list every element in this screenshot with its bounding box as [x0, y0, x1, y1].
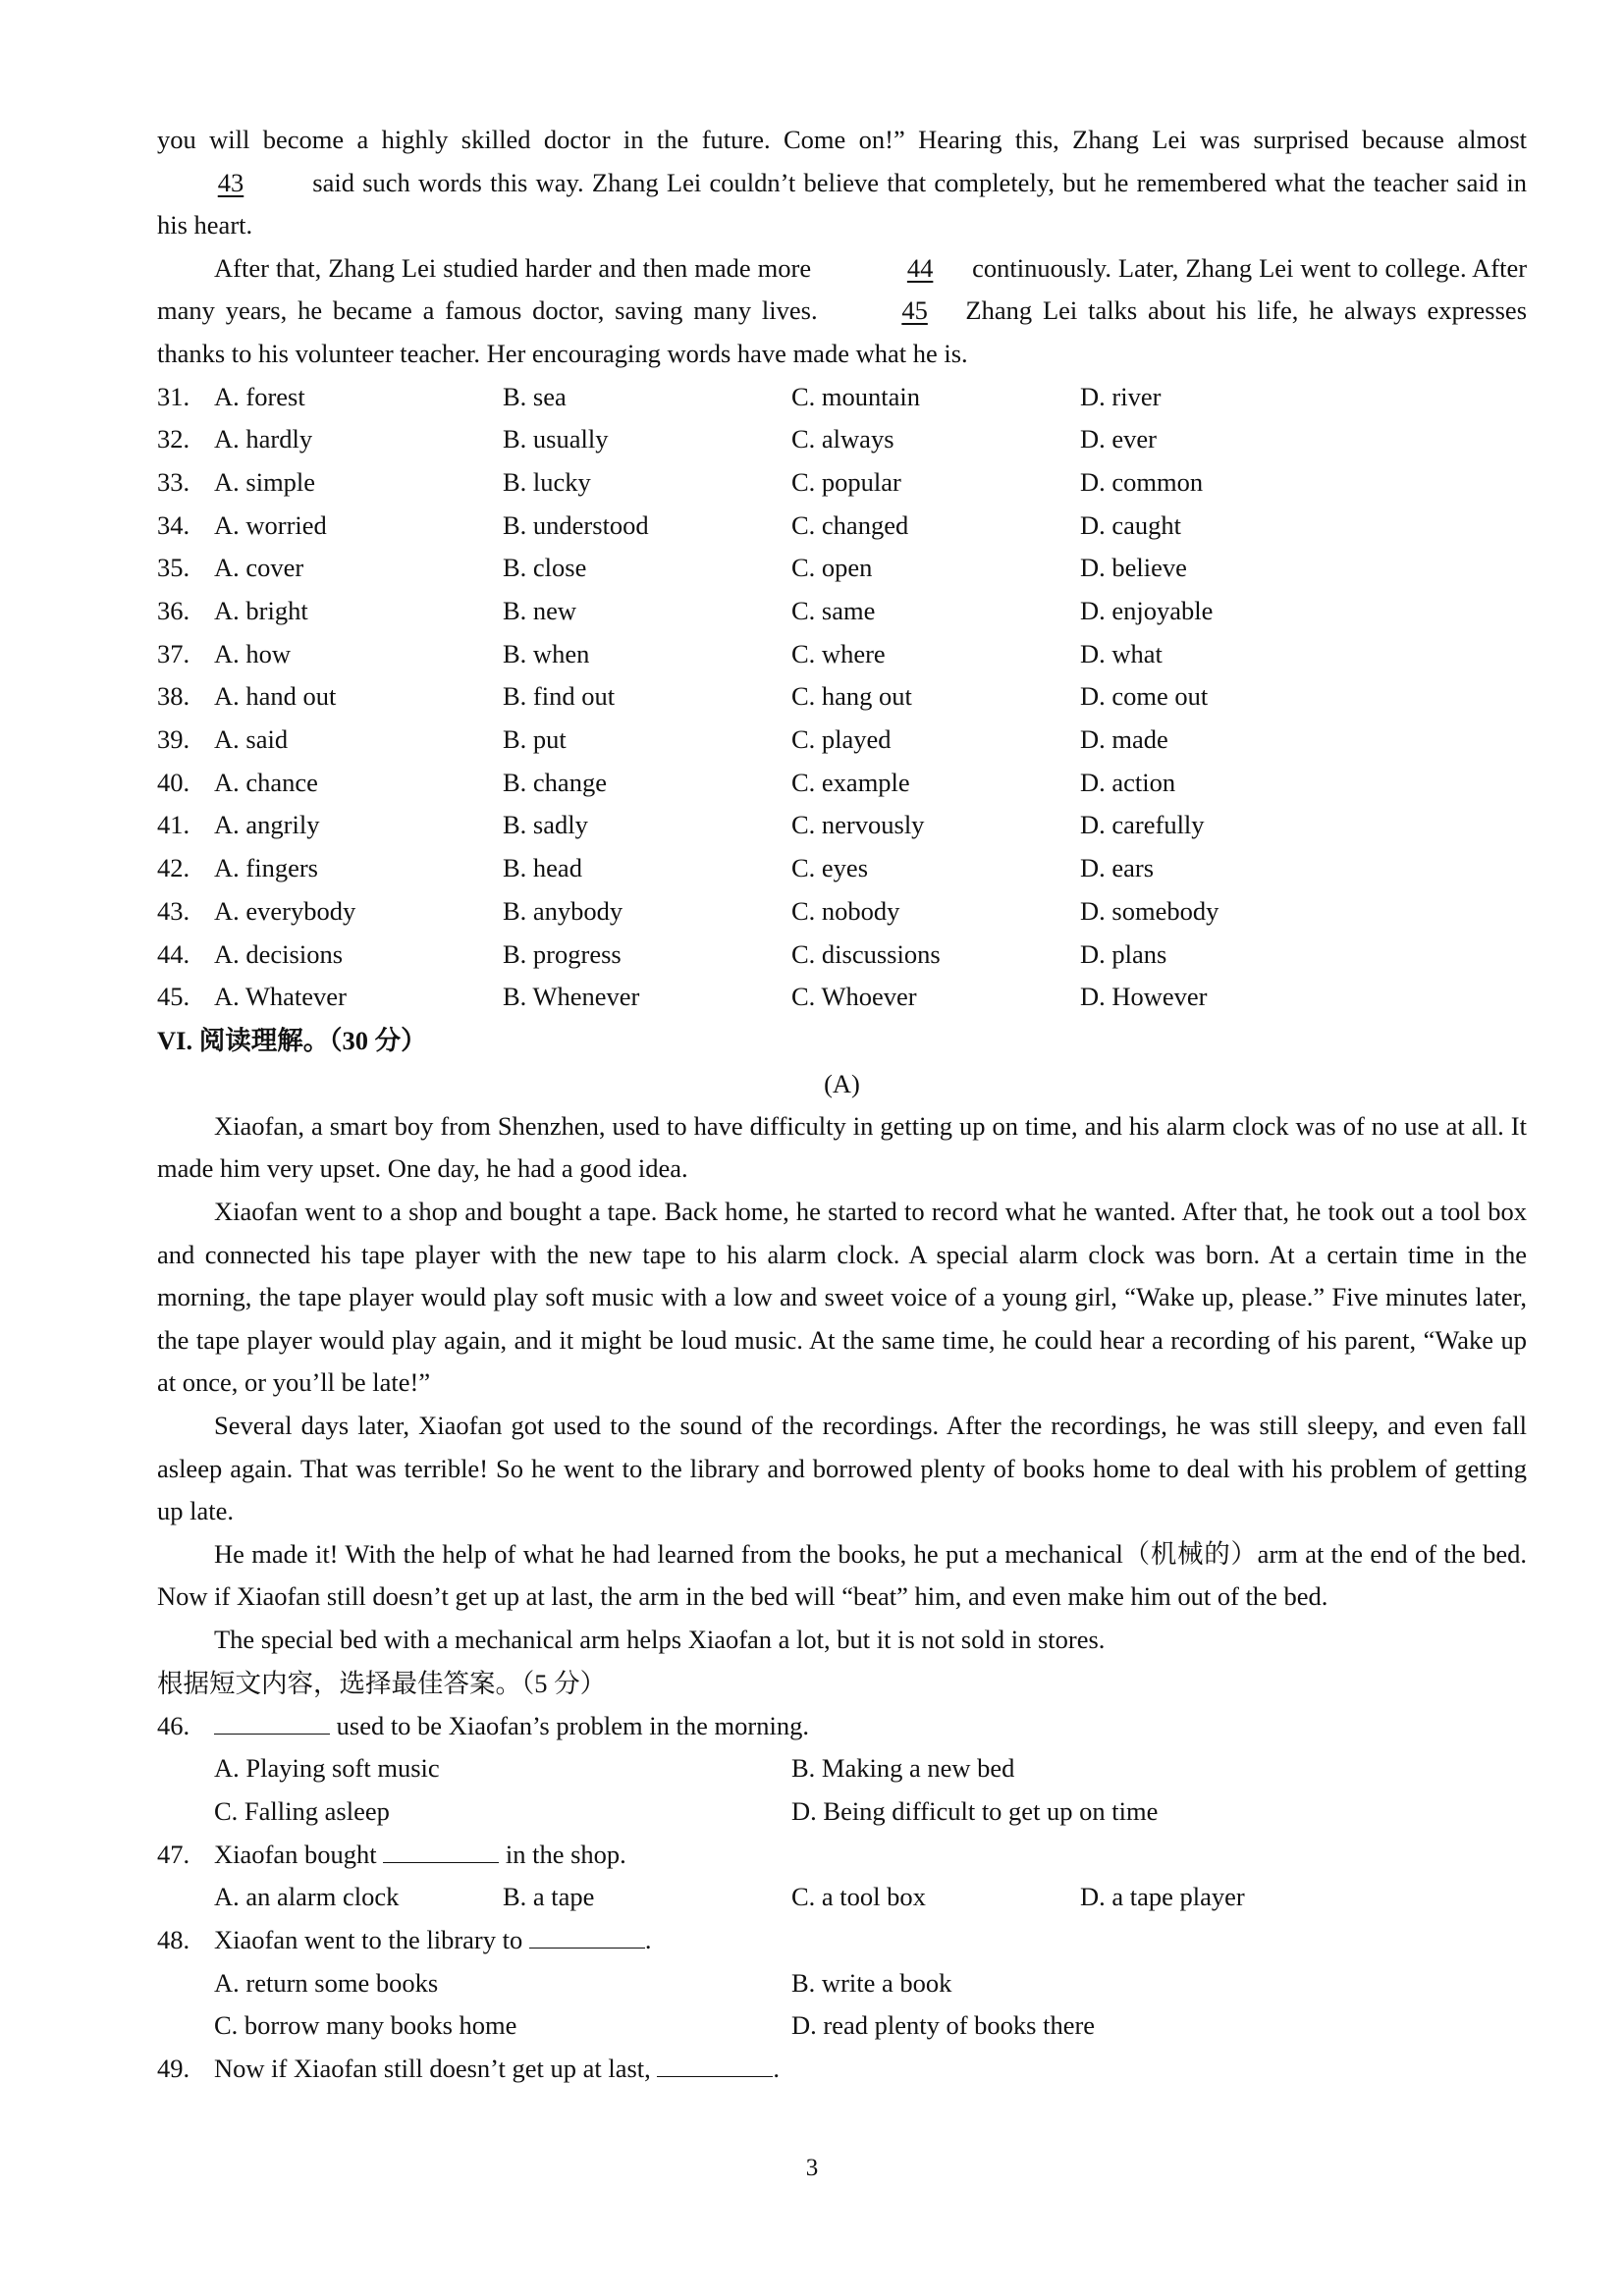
option-d: D. come out	[1080, 681, 1209, 712]
question-number: 39.	[157, 724, 190, 755]
cloze-option-row	[157, 505, 1527, 548]
option-d: D. plans	[1080, 938, 1167, 969]
question-48-options-row	[157, 2004, 1527, 2048]
option-b: B. write a book	[791, 1967, 952, 1998]
option-d: D. what	[1080, 638, 1163, 668]
passage-text: Zhang Lei talks about his life, he always expresses thanks to his volunteer teacher. Her encouraging words have made what he is.	[157, 295, 1528, 368]
option-c: C. example	[791, 767, 910, 797]
question-48-options-row	[157, 1962, 1527, 2005]
reading-paragraph: He made it! With the help of what he had learned from the books, he put a mechanical（机械的）arm at the end of the bed. Now if Xiaofan still doesn’t get up at last, the arm in the bed will “beat” him, and even make him out of the bed.	[157, 1538, 1527, 1612]
option-b: B. head	[503, 853, 582, 883]
option-a: A. bright	[214, 596, 308, 625]
spacer	[157, 1747, 214, 1790]
option-c: C. Whoever	[791, 982, 917, 1012]
option-a: A. hardly	[214, 424, 313, 454]
stem-text: Xiaofan bought	[214, 1839, 377, 1869]
answer-blank	[657, 2055, 773, 2077]
passage-paragraph	[157, 119, 1527, 247]
cloze-option-row	[157, 976, 1527, 1019]
option-d: D. ears	[1080, 853, 1155, 883]
option-b: B. find out	[503, 681, 616, 712]
option-a: A. forest	[214, 381, 305, 411]
option-c: C. a tool box	[791, 1882, 926, 1912]
option-a: A. everybody	[214, 895, 356, 926]
spacer	[157, 1790, 214, 1834]
option-a: A. said	[214, 724, 289, 755]
option-c: C. played	[791, 724, 892, 755]
option-d: D. Being difficult to get up on time	[791, 1795, 1159, 1826]
stem-text: in the shop.	[505, 1839, 626, 1869]
option-b: B. sea	[503, 381, 567, 411]
option-d: D. carefully	[1080, 810, 1205, 840]
question-number: 42.	[157, 853, 190, 883]
reading-paragraph: Several days later, Xiaofan got used to the sound of the recordings. After the recordings, he was still sleepy, and even fall asleep again. That was terrible! So he went to the library and borrowed plenty of books home to deal with his problem of getting up late.	[157, 1411, 1527, 1526]
option-d: D. made	[1080, 724, 1168, 755]
question-46-options-row	[157, 1790, 1527, 1834]
cloze-option-row	[157, 376, 1527, 419]
option-b: B. lucky	[503, 466, 591, 497]
stem-text: .	[773, 2054, 781, 2084]
option-b: B. when	[503, 638, 590, 668]
question-number: 34.	[157, 509, 190, 540]
option-d: D. common	[1080, 466, 1204, 497]
answer-blank	[383, 1841, 499, 1863]
option-c: C. mountain	[791, 381, 921, 411]
option-c: C. changed	[791, 509, 909, 540]
reading-paragraph: Xiaofan, a smart boy from Shenzhen, used to have difficulty in getting up on time, and his alarm clock was of no use at all. It made him very upset. One day, he had a good idea.	[157, 1110, 1527, 1184]
option-c: C. nervously	[791, 810, 925, 840]
page-number: 3	[805, 2155, 819, 2181]
option-a: A. cover	[214, 553, 304, 583]
question-number: 37.	[157, 638, 190, 668]
option-b: B. Making a new bed	[791, 1753, 1015, 1784]
cloze-option-row	[157, 847, 1527, 890]
option-d: D. believe	[1080, 553, 1187, 583]
option-d: D. somebody	[1080, 895, 1219, 926]
option-a: A. fingers	[214, 853, 318, 883]
question-48	[157, 1919, 1527, 1962]
option-b: B. progress	[503, 938, 622, 969]
option-b: B. usually	[503, 424, 609, 454]
question-47-options-row	[157, 1876, 1527, 1919]
cloze-option-row	[157, 461, 1527, 505]
option-a: A. chance	[214, 767, 318, 797]
passage-text: said such words this way. Zhang Lei couldn’t believe that completely, but he remembered what the teacher said in his heart.	[157, 167, 1527, 240]
spacer	[157, 2004, 214, 2048]
question-number: 36.	[157, 596, 190, 625]
option-a: A. an alarm clock	[214, 1882, 400, 1912]
option-a: A. Whatever	[214, 982, 347, 1012]
question-number: 40.	[157, 767, 190, 797]
option-d: D. a tape player	[1080, 1882, 1245, 1912]
option-b: B. close	[503, 553, 587, 583]
passage-label: (A)	[824, 1068, 860, 1098]
cloze-option-row	[157, 633, 1527, 676]
option-c: C. always	[791, 424, 894, 454]
question-number: 35.	[157, 553, 190, 583]
option-b: B. sadly	[503, 810, 588, 840]
cloze-option-row	[157, 547, 1527, 590]
question-stem	[214, 1705, 809, 1748]
question-number: 46.	[157, 1710, 190, 1740]
question-number: 45.	[157, 982, 190, 1012]
cloze-option-row	[157, 418, 1527, 461]
question-49	[157, 2048, 1527, 2091]
spacer	[157, 1962, 214, 2005]
instruction-text: 根据短文内容，选择最佳答案。（5 分）	[157, 1668, 607, 1698]
reading-paragraph: Xiaofan went to a shop and bought a tape. Back home, he started to record what he wanted. After that, he took out a tool box and connected his tape player with the new tape to his alarm clock. A special alarm clock was born. At a certain time in the morning, the tape player would play soft music with a low and sweet voice of a young girl, “Wake up, please.” Five minutes later, the tape player would play again, and it might be loud music. At the same time, he could hear a recording of his parent, “Wake up at once, or you’ll be late!”	[157, 1197, 1527, 1398]
blank-44: 44	[906, 252, 934, 283]
question-stem	[214, 1919, 651, 1962]
cloze-option-row	[157, 934, 1527, 977]
question-46	[157, 1705, 1527, 1748]
question-number: 38.	[157, 681, 190, 712]
option-b: B. new	[503, 596, 577, 625]
option-c: C. discussions	[791, 938, 941, 969]
option-c: C. open	[791, 553, 873, 583]
question-stem	[214, 2048, 780, 2091]
blank-43: 43	[217, 167, 244, 197]
question-number: 44.	[157, 938, 190, 969]
option-a: A. how	[214, 638, 292, 668]
stem-text: Now if Xiaofan still doesn’t get up at last,	[214, 2054, 651, 2084]
option-a: A. angrily	[214, 810, 320, 840]
option-c: C. same	[791, 596, 876, 625]
question-46-options-row	[157, 1747, 1527, 1790]
option-d: D. However	[1080, 982, 1208, 1012]
stem-text: used to be Xiaofan’s problem in the morning.	[336, 1710, 809, 1740]
option-b: B. understood	[503, 509, 649, 540]
cloze-option-row	[157, 890, 1527, 934]
question-47	[157, 1834, 1527, 1877]
question-number: 49.	[157, 2054, 190, 2084]
passage-text: continuously. Later, Zhang Lei went to college. After many years, he became a famous doctor, saving many lives.	[157, 252, 1528, 326]
answer-blank	[214, 1712, 330, 1735]
reading-paragraph: The special bed with a mechanical arm helps Xiaofan a lot, but it is not sold in stores.	[214, 1625, 1106, 1654]
cloze-options-list	[157, 376, 1527, 1019]
option-c: C. borrow many books home	[214, 2010, 517, 2041]
question-stem	[214, 1834, 626, 1877]
option-d: D. read plenty of books there	[791, 2010, 1096, 2041]
option-c: C. where	[791, 638, 886, 668]
option-a: A. worried	[214, 509, 327, 540]
option-d: D. river	[1080, 381, 1162, 411]
option-d: D. ever	[1080, 424, 1157, 454]
question-number: 33.	[157, 466, 190, 497]
option-b: B. a tape	[503, 1882, 595, 1912]
option-d: D. enjoyable	[1080, 596, 1214, 625]
question-number: 47.	[157, 1839, 190, 1869]
option-b: B. change	[503, 767, 607, 797]
option-c: C. Falling asleep	[214, 1795, 390, 1826]
option-a: A. hand out	[214, 681, 337, 712]
question-number: 31.	[157, 381, 190, 411]
passage-text: you will become a highly skilled doctor in the future. Come on!” Hearing this, Zhang Lei was surprised because almost	[157, 125, 1527, 154]
option-b: B. Whenever	[503, 982, 640, 1012]
answer-blank	[529, 1926, 645, 1949]
stem-text: Xiaofan went to the library to	[214, 1925, 523, 1955]
option-c: C. popular	[791, 466, 901, 497]
blank-45: 45	[901, 295, 928, 326]
cloze-option-row	[157, 675, 1527, 719]
cloze-option-row	[157, 804, 1527, 847]
section-heading: VI. 阅读理解。（30 分）	[157, 1025, 427, 1055]
stem-text: .	[644, 1925, 652, 1955]
question-number: 41.	[157, 810, 190, 840]
option-a: A. return some books	[214, 1967, 439, 1998]
option-c: C. hang out	[791, 681, 912, 712]
question-number: 32.	[157, 424, 190, 454]
option-d: D. action	[1080, 767, 1176, 797]
option-a: A. decisions	[214, 938, 344, 969]
question-number: 48.	[157, 1925, 190, 1955]
option-a: A. Playing soft music	[214, 1753, 440, 1784]
option-a: A. simple	[214, 466, 316, 497]
cloze-option-row	[157, 719, 1527, 762]
option-b: B. put	[503, 724, 567, 755]
cloze-option-row	[157, 762, 1527, 805]
question-number: 43.	[157, 895, 190, 926]
passage-paragraph	[157, 247, 1527, 376]
option-d: D. caught	[1080, 509, 1182, 540]
option-c: C. nobody	[791, 895, 900, 926]
option-b: B. anybody	[503, 895, 623, 926]
exam-page	[157, 119, 1527, 2091]
spacer	[157, 1876, 214, 1919]
option-c: C. eyes	[791, 853, 869, 883]
cloze-option-row	[157, 590, 1527, 633]
passage-text: After that, Zhang Lei studied harder and then made more	[214, 252, 812, 283]
